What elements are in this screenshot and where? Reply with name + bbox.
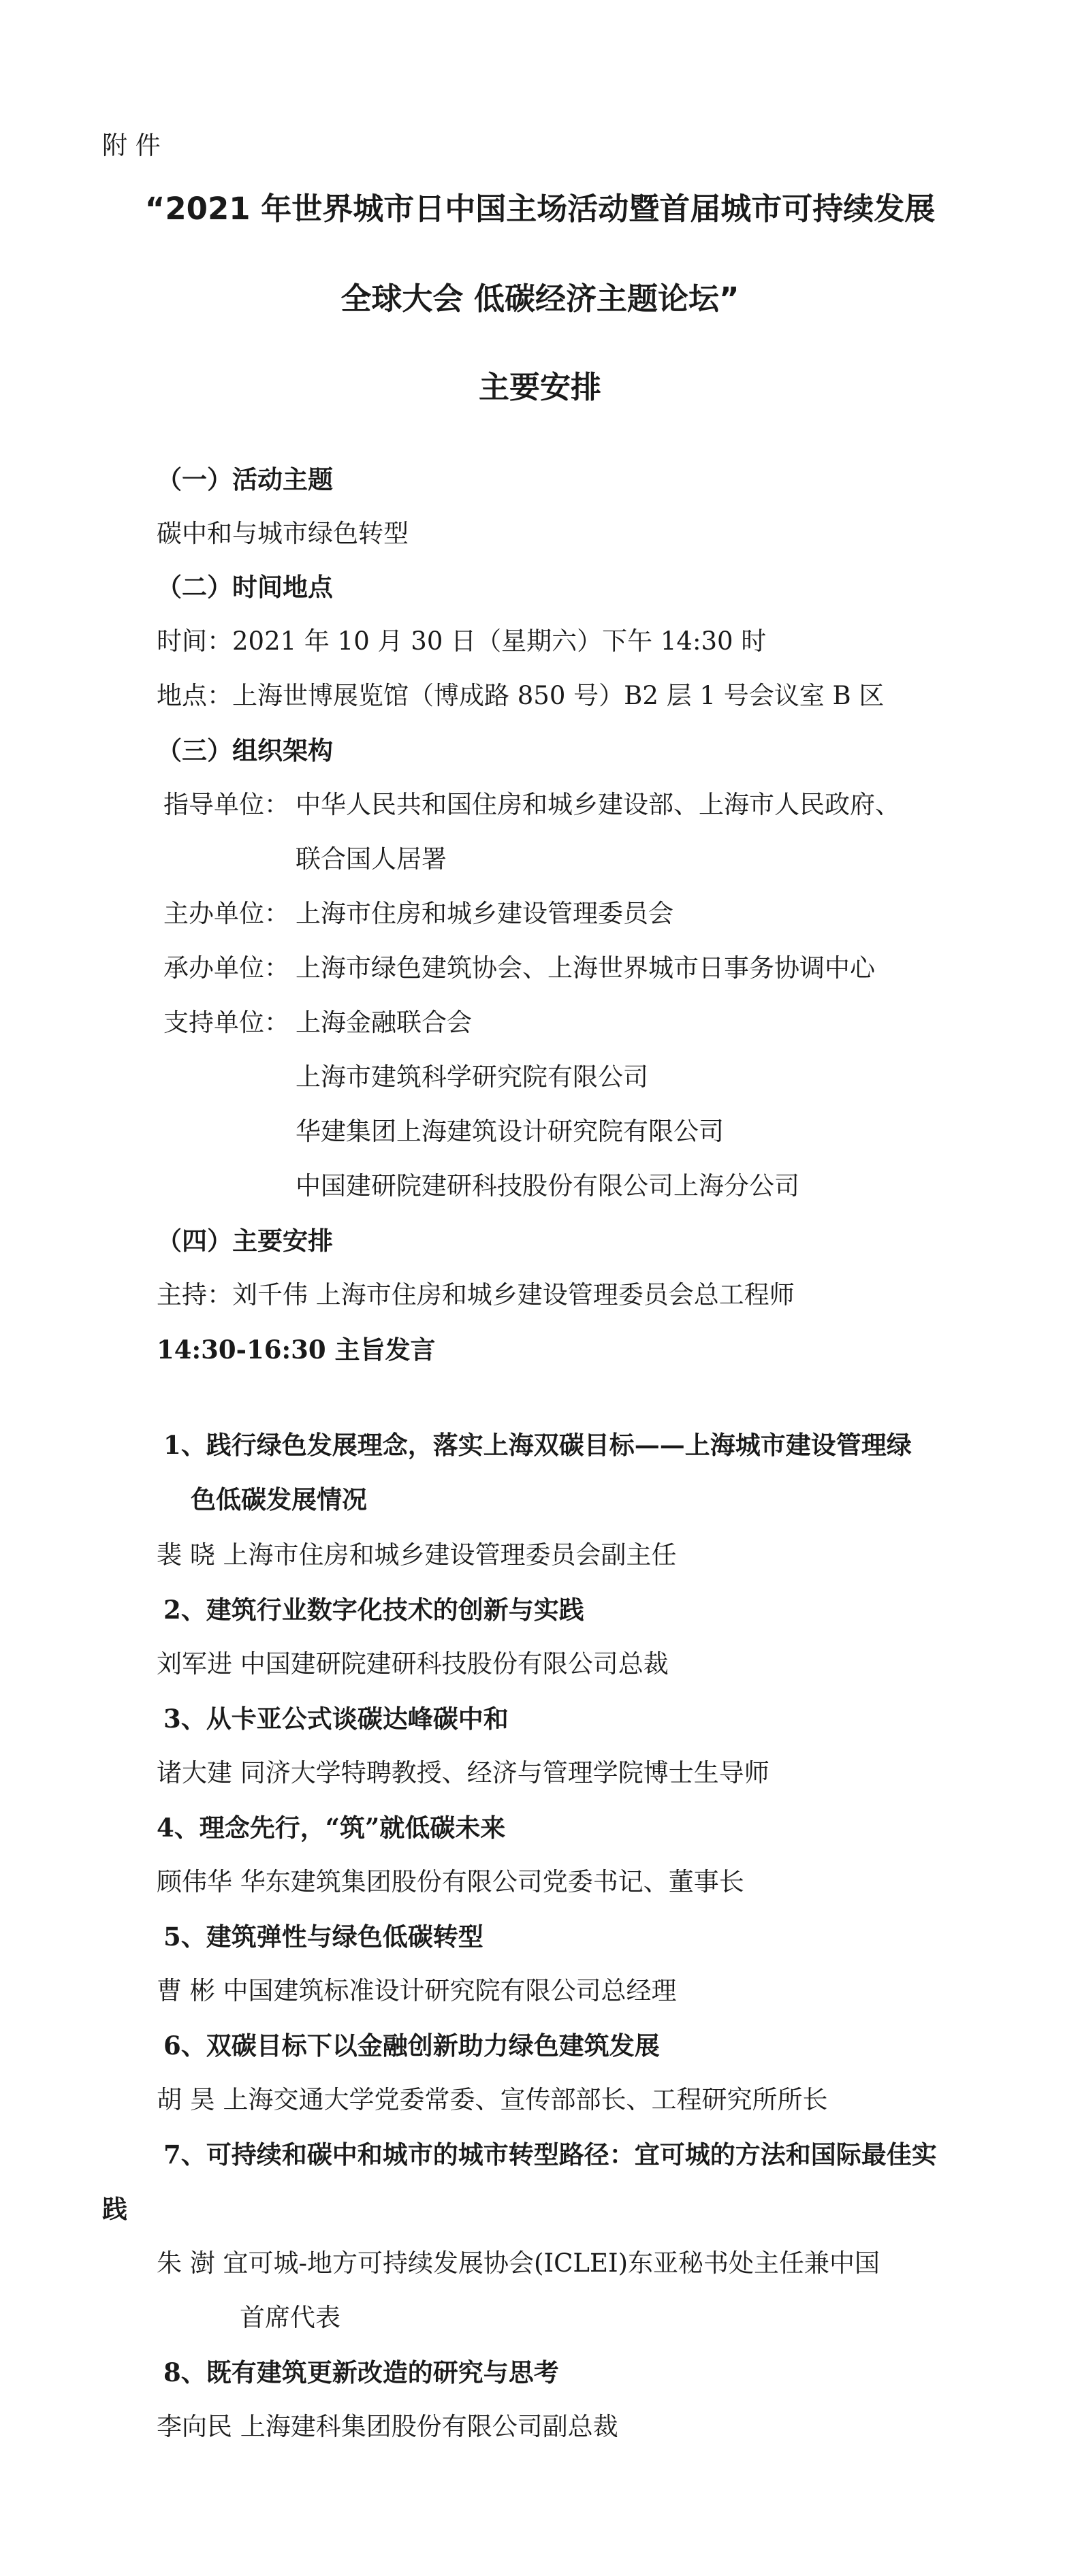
speech-title: 5、建筑弹性与绿色低碳转型: [163, 1922, 483, 1952]
speech-title: 1、践行绿色发展理念，落实上海双碳目标——上海城市建设管理绿: [163, 1430, 912, 1460]
support-label: 支持单位：: [163, 1008, 289, 1037]
section-org-heading: （三）组织架构: [157, 735, 333, 765]
speech-title: 4、理念先行，“筑”就低碳未来: [157, 1813, 506, 1843]
guide-units-line-2: 联合国人居署: [296, 844, 447, 874]
organizer-label: 承办单位：: [163, 953, 289, 983]
title-line-3: 主要安排: [478, 369, 601, 405]
speech-speaker: 胡 昊 上海交通大学党委常委、宣传部部长、工程研究所所长: [157, 2085, 828, 2114]
support-unit: 中国建研院建研科技股份有限公司上海分公司: [296, 1171, 799, 1200]
title-line-1: “2021 年世界城市日中国主场活动暨首届城市可持续发展: [144, 191, 936, 227]
speech-title-continued: 色低碳发展情况: [191, 1484, 367, 1514]
event-time: 时间：2021 年 10 月 30 日（星期六）下午 14:30 时: [157, 626, 767, 656]
speech-speaker: 曹 彬 中国建筑标准设计研究院有限公司总经理: [157, 1976, 677, 2005]
host-unit: 上海市住房和城乡建设管理委员会: [296, 899, 673, 928]
speech-speaker: 裴 晓 上海市住房和城乡建设管理委员会副主任: [157, 1540, 677, 1570]
speech-speaker: 李向民 上海建科集团股份有限公司副总裁: [157, 2412, 618, 2441]
title-line-2: 全球大会 低碳经济主题论坛”: [340, 281, 740, 317]
speech-title: 2、建筑行业数字化技术的创新与实践: [163, 1595, 584, 1625]
support-unit: 华建集团上海建筑设计研究院有限公司: [296, 1117, 724, 1146]
speech-title-continued: 践: [102, 2194, 127, 2224]
section-arrangement-heading: （四）主要安排: [157, 1226, 333, 1256]
organizer-units: 上海市绿色建筑协会、上海世界城市日事务协调中心: [296, 953, 875, 983]
host-label: 主办单位：: [163, 899, 289, 928]
speech-title: 3、从卡亚公式谈碳达峰碳中和: [163, 1704, 509, 1734]
attachment-label: 附 件: [102, 131, 161, 160]
section-theme-heading: （一）活动主题: [157, 464, 333, 494]
speech-title: 7、可持续和碳中和城市的城市转型路径：宜可城的方法和国际最佳实: [163, 2140, 937, 2169]
speech-speaker-continued: 首席代表: [240, 2303, 340, 2332]
guide-units-line-1: 中华人民共和国住房和城乡建设部、上海市人民政府、: [296, 790, 900, 819]
speech-speaker: 顾伟华 华东建筑集团股份有限公司党委书记、董事长: [157, 1867, 744, 1896]
guide-label: 指导单位：: [163, 790, 289, 819]
speech-title: 6、双碳目标下以金融创新助力绿色建筑发展: [163, 2031, 660, 2061]
speech-speaker: 朱 澍 宜可城-地方可持续发展协会(ICLEI)东亚秘书处主任兼中国: [157, 2248, 880, 2278]
event-place: 地点：上海世博展览馆（博成路 850 号）B2 层 1 号会议室 B 区: [157, 681, 885, 710]
support-unit: 上海市建筑科学研究院有限公司: [296, 1062, 648, 1092]
session-time: 14:30-16:30 主旨发言: [157, 1335, 436, 1365]
section-theme-content: 碳中和与城市绿色转型: [157, 519, 409, 548]
speech-speaker: 诸大建 同济大学特聘教授、经济与管理学院博士生导师: [157, 1758, 769, 1787]
moderator: 主持：刘千伟 上海市住房和城乡建设管理委员会总工程师: [157, 1280, 795, 1309]
speech-title: 8、既有建筑更新改造的研究与思考: [163, 2357, 559, 2387]
support-unit: 上海金融联合会: [296, 1008, 472, 1037]
speech-speaker: 刘军进 中国建研院建研科技股份有限公司总裁: [157, 1649, 669, 1679]
section-time-heading: （二）时间地点: [157, 572, 333, 602]
